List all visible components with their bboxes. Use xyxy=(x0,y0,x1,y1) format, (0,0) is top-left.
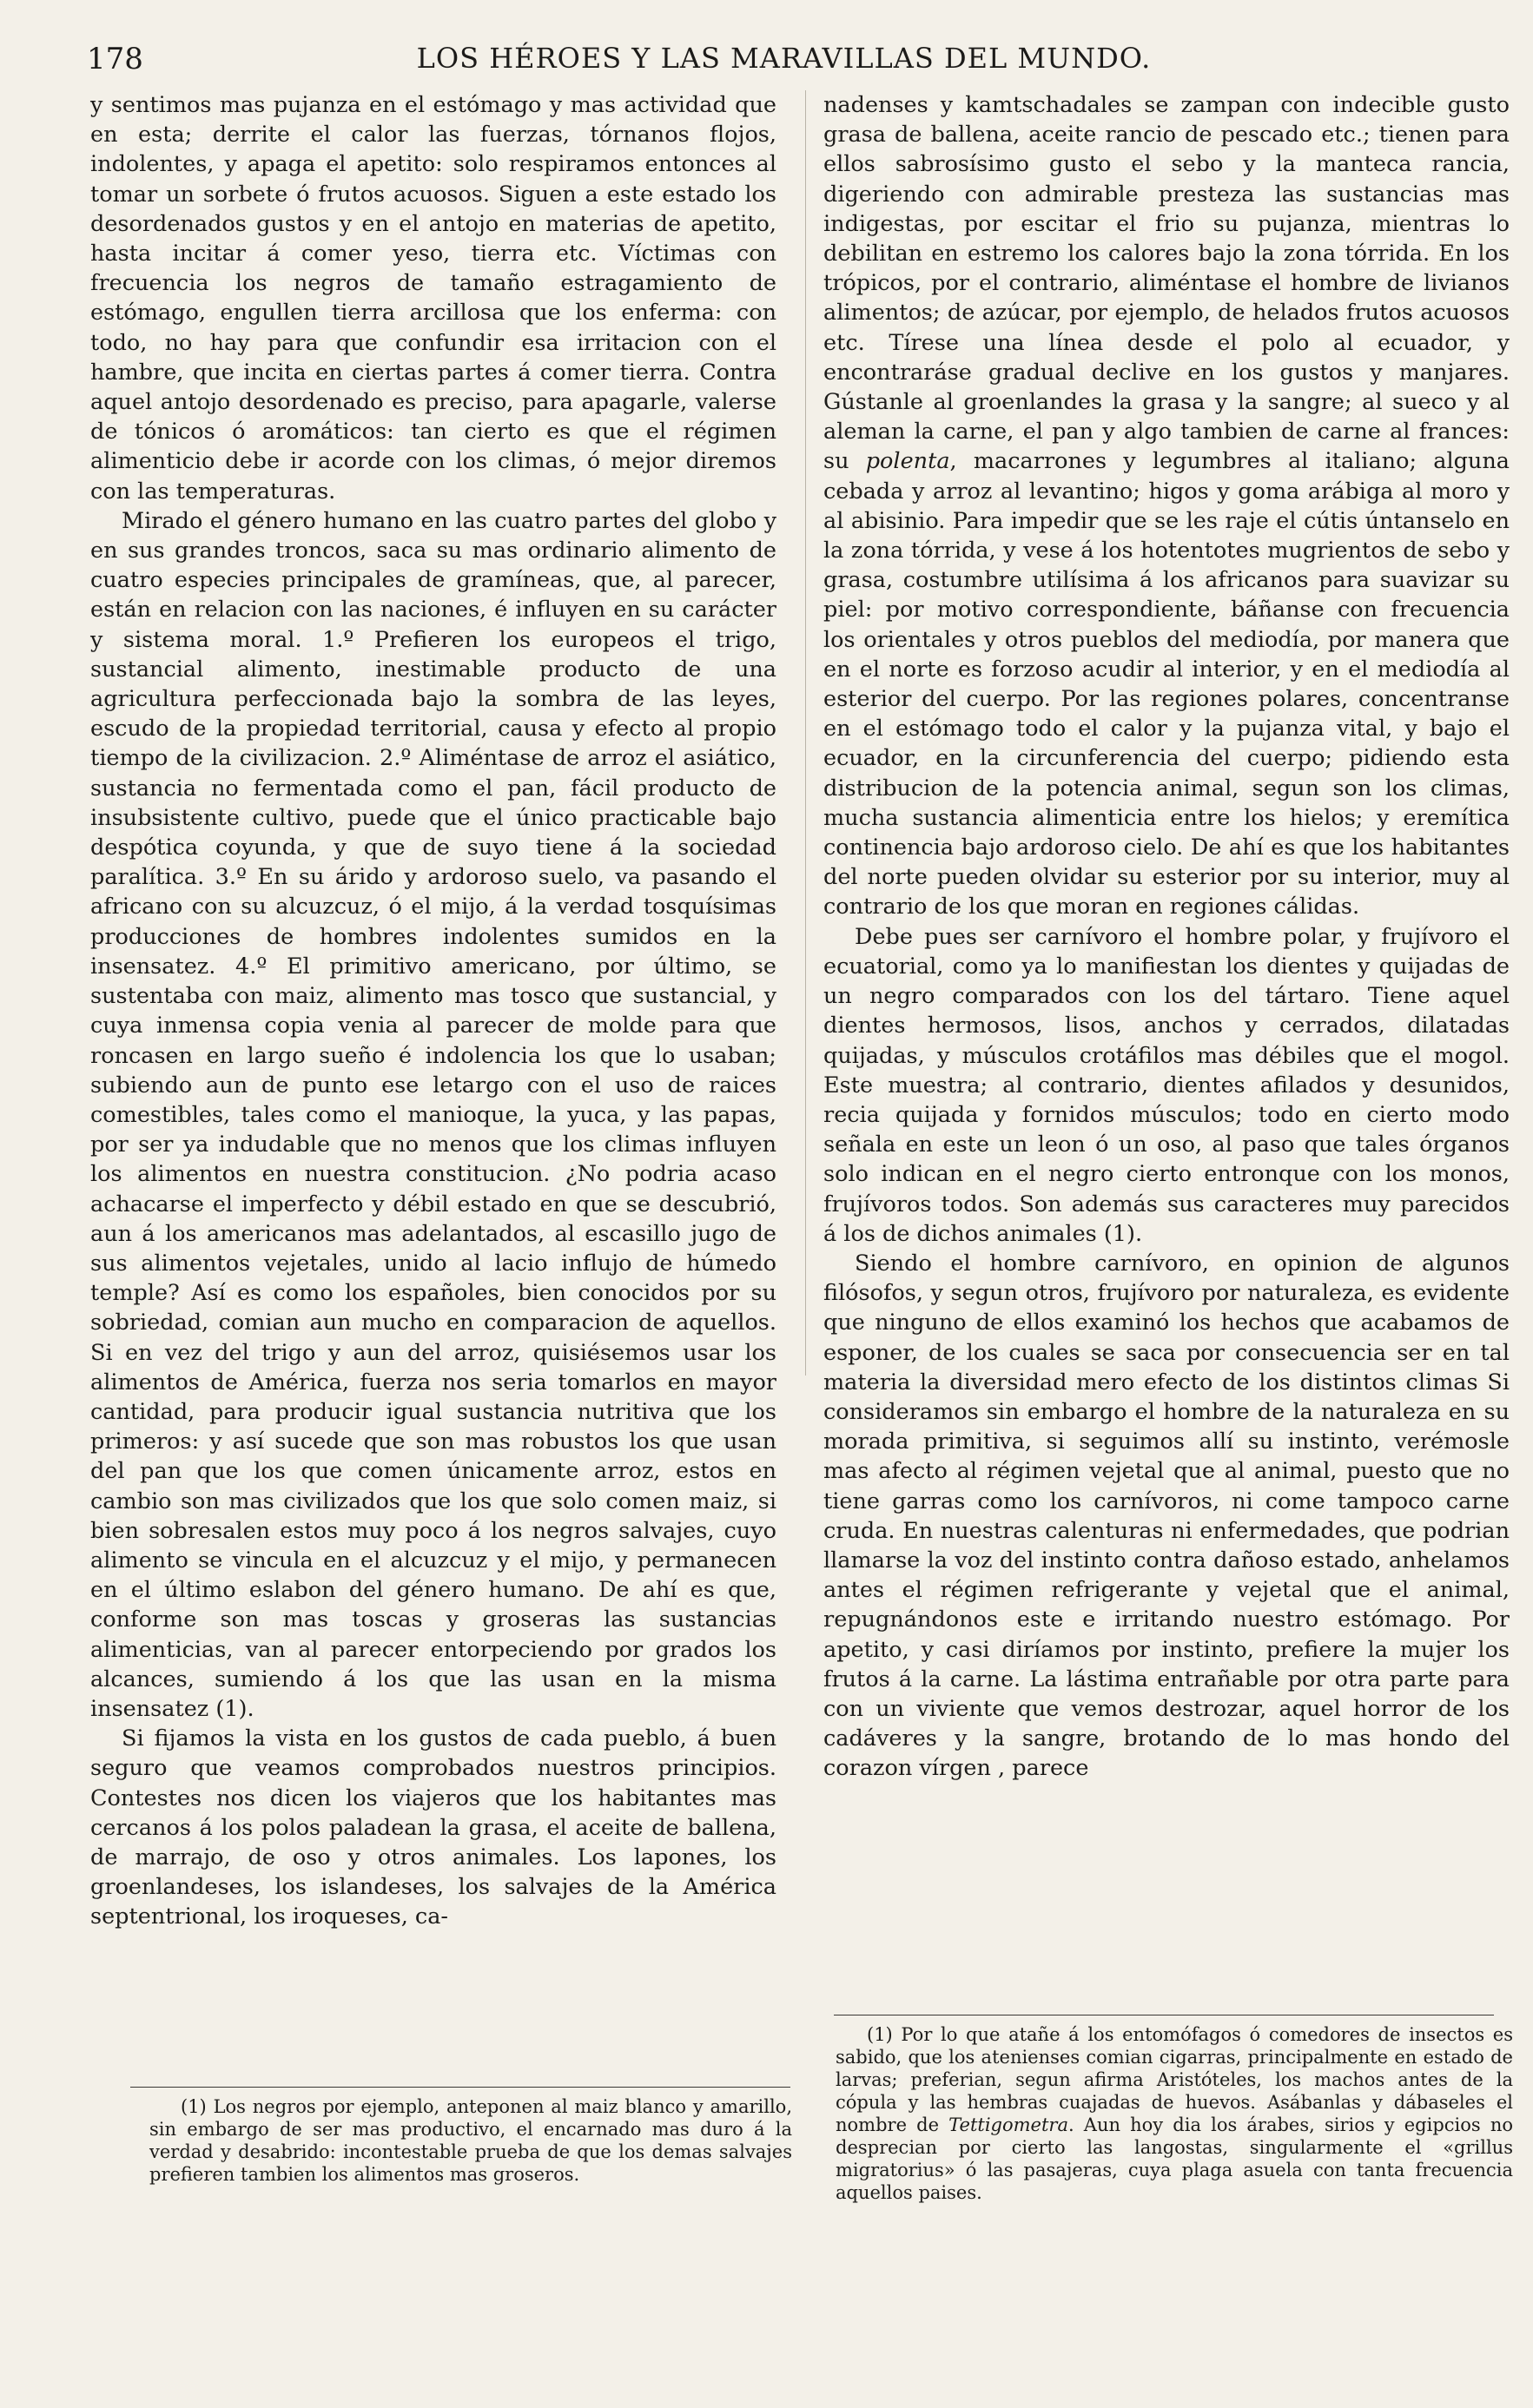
text-run: , macarrones y legumbres al italiano; alguna cebada y arroz al levantino; higos y goma arábiga al moro y al abisinio. Para impedir que se les raje el cútis úntanselo en la zona tórrida, y vese á los hotentotes mugrientos de sebo y grasa, costumbre utilísima á los africanos para suavizar su piel: por motivo correspondiente, báñanse con frecuencia los orientales y otros pueblos del mediodía, por manera que en el norte es forzoso acudir al interior, y en el mediodía al esterior del cuerpo. Por las regiones polares, concentranse en el estómago todo el calor y la pujanza vital, y bajo el ecuador, en la circunferencia del cuerpo; pidiendo esta distribucion de la potencia animal, segun son los climas, mucha sustancia alimenticia entre los hielos; y eremítica continencia bajo ardoroso cielo. De ahí es que los habitantes del norte pueden olvidar su esterior por su interior, muy al contrario de los que moran en regiones cálidas. xyxy=(823,448,1510,920)
paragraph xyxy=(823,90,1510,922)
text-run: . Aun hoy dia los árabes, sirios y egipcios no desprecian por cierto las langostas, singularmente el «grillus migratorius» ó las pasajeras, cuya plaga asuela con tanta frecuencia aquellos paises. xyxy=(836,2114,1513,2203)
footnote-text: (1) Los negros por ejemplo, anteponen al maiz blanco y amarillo, sin embargo de ser mas productivo, el encarnado mas duro á la verdad y desabrido: incontestable prueba de que los demas salvajes prefieren tambien los alimentos mas groseros. xyxy=(149,2096,792,2185)
paragraph: Siendo el hombre carnívoro, en opinion de algunos filósofos, y segun otros, frujívoro por naturaleza, es evidente que ninguno de ellos examinó los hechos que acabamos de esponer, de los cuales se saca por consecuencia ser en tal materia la diversidad mero efecto de los distintos climas Si consideramos sin embargo el hombre de la naturaleza en su morada primitiva, si seguimos allí su instinto, verémosle mas afecto al régimen vejetal que al animal, puesto que no tiene garras como los carnívoros, ni come tampoco carne cruda. En nuestras calenturas ni enfermedades, que podrian llamarse la voz del instinto contra dañoso estado, anhelamos antes el régimen refrigerante y vejetal que el animal, repugnándonos este e irritando nuestro estómago. Por apetito, y casi diríamos por instinto, prefiere la mujer los frutos á la carne. La lástima entrañable por otra parte para con un viviente que vemos destrozar, aquel horror de los cadáveres y la sangre, brotando de lo mas hondo del corazon vírgen , parece xyxy=(823,1250,1510,1782)
running-title: LOS HÉROES Y LAS MARAVILLAS DEL MUNDO. xyxy=(416,42,1152,75)
right-column xyxy=(823,90,1510,2035)
paragraph: Mirado el género humano en las cuatro partes del globo y en sus grandes troncos, saca su mas ordinario alimento de cuatro especies principales de gramíneas, que, al parecer, están en relacion con las naciones, é influyen en su carácter y sistema moral. 1.º Prefieren los europeos el trigo, sustancial alimento, inestimable producto de una agricultura perfeccionada bajo la sombra de las leyes, escudo de la propiedad territorial, causa y efecto al propio tiempo de la civilizacion. 2.º Aliméntase de arroz el asiático, sustancia no fermentada como el pan, fácil producto de insubsistente cultivo, puede que el único practicable bajo despótica coyunda, y que de suyo tiene á la sociedad paralítica. 3.º En su árido y ardoroso suelo, va pasando el africano con su alcuzcuz, ó el mijo, á la verdad tosquísimas producciones de hombres indolentes sumidos en la insensatez. 4.º El primitivo americano, por último, se sustentaba con maiz, alimento mas tosco que sustancial, y cuya inmensa copia venia al parecer de molde para que roncasen en largo sueño é indolencia los que lo usaban; subiendo aun de punto ese letargo con el uso de raices comestibles, tales como el manioque, la yuca, y las papas, por ser ya indudable que no menos que los climas influyen los alimentos en nuestra constitucion. ¿No podria acaso achacarse el imperfecto y débil estado en que se descubrió, aun á los americanos mas adelantados, al escasillo jugo de sus alimentos vejetales, unido al lacio influjo de húmedo temple? Así es como los españoles, bien conocidos por su sobriedad, comian aun mucho en comparacion de aquellos. Si en vez del trigo y aun del arroz, quisiésemos usar los alimentos de América, fuerza nos seria tomarlos en mayor cantidad, para producir igual sustancia nutritiva que los primeros: y así sucede que son mas robustos los que usan del pan que los que comen únicamente arroz, estos en cambio son mas civilizados que los que solo comen maiz, si bien sobresalen estos muy poco á los negros salvajes, cuyo alimento se vincula en el alcuzcuz y el mijo, y permanecen en el último eslabon del género humano. De ahí es que, conforme son mas toscas y groseras las sustancias alimenticias, van al parecer entorpeciendo por grados los alcances, sumiendo á los que las usan en la misma insensatez (1). xyxy=(90,507,776,1722)
italic-term: Tettigometra xyxy=(948,2114,1068,2135)
paragraph: Debe pues ser carnívoro el hombre polar, y frujívoro el ecuatorial, como ya lo manifiestan los dientes y quijadas de un negro comparados con los del tártaro. Tiene aquel dientes hermosos, lisos, anchos y cerrados, dilatadas quijadas, y músculos crotáfilos mas débiles que el mogol. Este muestra; al contrario, dientes afilados y desunidos, recia quijada y fornidos músculos; todo en cierto modo señala en este un leon ó un oso, al paso que tales órganos solo indican en el negro cierto entronque con los monos, frujívoros todos. Son además sus caracteres muy parecidos á los de dichos animales (1). xyxy=(823,923,1510,1247)
page-number: 178 xyxy=(87,42,143,76)
left-column xyxy=(90,90,776,1931)
page-header xyxy=(87,35,1481,83)
footnote-text xyxy=(836,2023,1513,2204)
footnote-right xyxy=(836,2023,1513,2204)
column-divider xyxy=(805,90,806,1376)
paragraph: y sentimos mas pujanza en el estómago y mas actividad que en esta; derrite el calor las fuerzas, tórnanos flojos, indolentes, y apaga el apetito: solo respiramos entonces al tomar un sorbete ó frutos acuosos. Siguen a este estado los desordenados gustos y en el antojo en materias de apetito, hasta incitar á comer yeso, tierra etc. Víctimas con frecuencia los negros de tamaño estragamiento de estómago, engullen tierra arcillosa que los enferma: con todo, no hay para que confundir esa irritacion con el hambre, que incita en ciertas partes á comer tierra. Contra aquel antojo desordenado es preciso, para apagarle, valerse de tónicos ó aromáticos: tan cierto es que el régimen alimenticio debe ir acorde con los climas, ó mejor diremos con las temperaturas. xyxy=(90,92,776,505)
footnote-left xyxy=(149,2095,792,2186)
footnote-rule xyxy=(130,2087,790,2088)
text-run: (1) Por lo que atañe á los entomófagos ó comedores de insectos es sabido, que los atenienses comian cigarras, principalmente en estado de larvas; preferian, segun afirma Aristóteles, los machos antes de la cópula y las hembras cuajadas de huevos. Asábanlas y dábaseles el nombre de xyxy=(836,2024,1513,2135)
paragraph: Si fijamos la vista en los gustos de cada pueblo, á buen seguro que veamos comprobados nuestros principios. Contestes nos dicen los viajeros que los habitantes mas cercanos á los polos paladean la grasa, el aceite de ballena, de marrajo, de oso y otros animales. Los lapones, los groenlandeses, los islandeses, los salvajes de la América septentrional, los iroqueses, ca- xyxy=(90,1725,776,1930)
italic-term: polenta xyxy=(865,448,950,475)
text-run: nadenses y kamtschadales se zampan con indecible gusto grasa de ballena, aceite rancio de pescado etc.; tienen para ellos sabrosísimo gusto el sebo y la manteca rancia, digeriendo con admirable presteza las sustancias mas indigestas, por escitar el frio su pujanza, mientras lo debilitan en estremo los calores bajo la zona tórrida. En los trópicos, por el contrario, aliméntase el hombre de livianos alimentos; de azúcar, por ejemplo, de helados frutos acuosos etc. Tírese una línea desde el polo al ecuador, y encontraráse gradual declive en los gustos y manjares. Gústanle al groenlandes la grasa y la sangre; al sueco y al aleman la carne, el pan y algo tambien de carne al frances: su xyxy=(823,92,1510,475)
